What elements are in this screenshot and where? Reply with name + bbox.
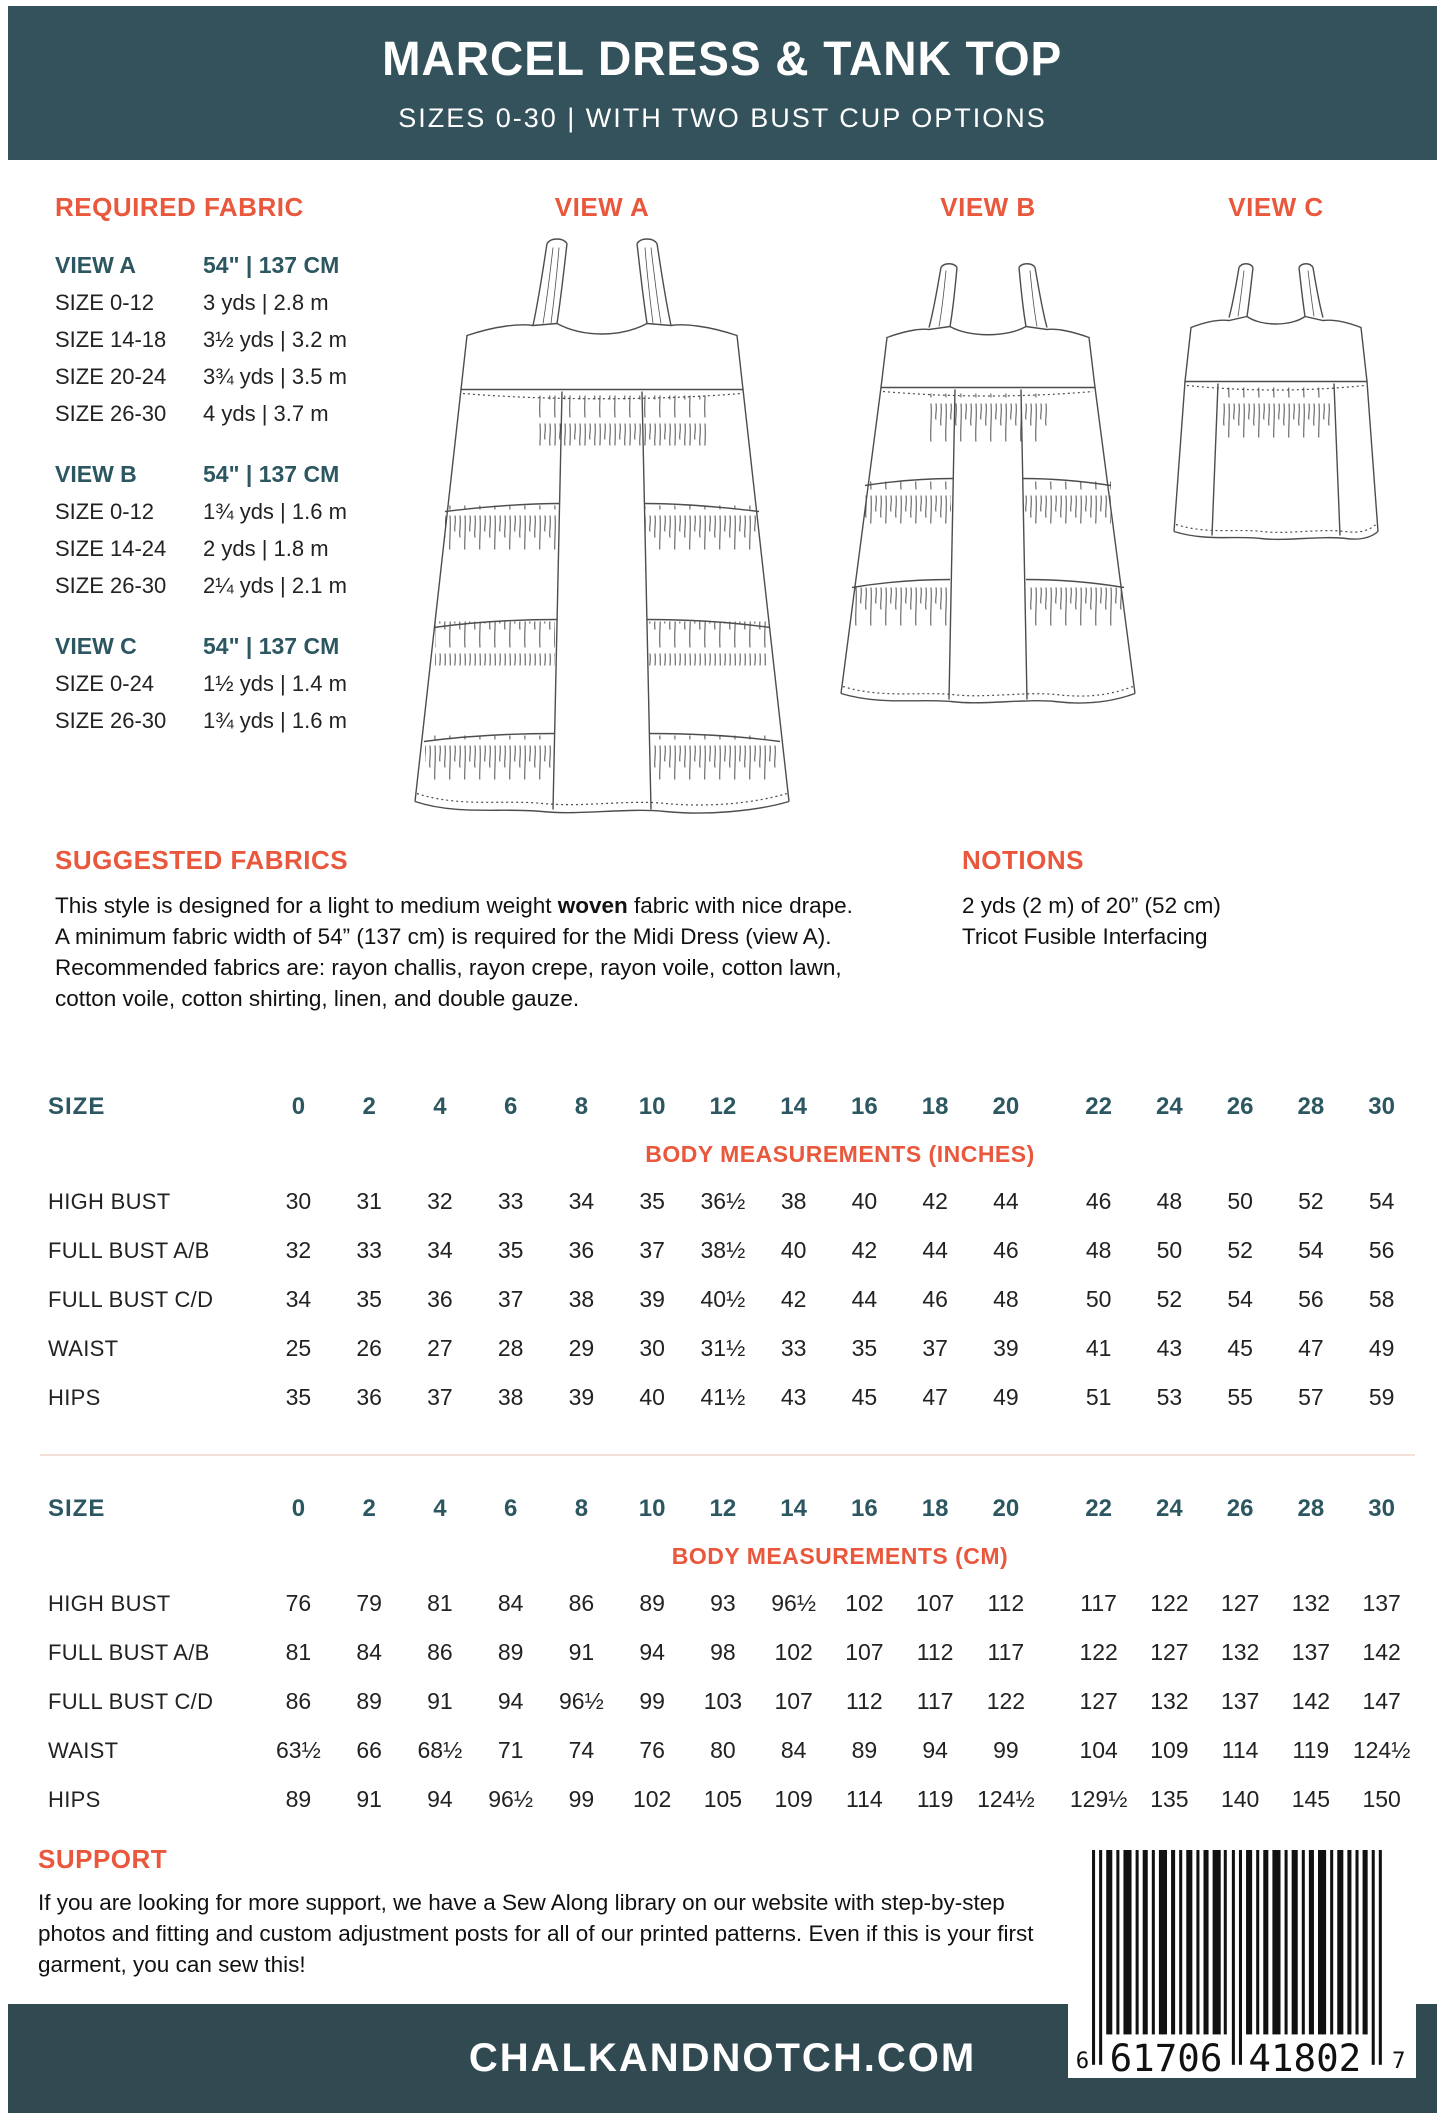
size-header-cell: 4	[433, 1495, 447, 1522]
size-header-cell: 0	[291, 1093, 306, 1120]
measurement-value: 98	[710, 1639, 736, 1665]
measurement-value: 47	[922, 1384, 948, 1410]
measurement-value: 91	[568, 1639, 595, 1665]
measurement-value: 41½	[700, 1384, 746, 1410]
measurement-value: 36	[568, 1237, 595, 1263]
measurement-value: 80	[710, 1737, 736, 1763]
measurement-value: 31½	[700, 1335, 746, 1361]
size-table-cm	[48, 1484, 1417, 1824]
fabric-yardage-value: 1¾ yds | 1.6 m	[203, 708, 347, 733]
size-table-inches	[48, 1082, 1417, 1422]
fabric-size-label: SIZE 0-12	[55, 499, 155, 524]
size-header-cell: 12	[709, 1093, 737, 1120]
measurement-value: 37	[922, 1335, 948, 1361]
measurement-value: 127	[1220, 1590, 1260, 1616]
measurement-value: 117	[1080, 1590, 1117, 1616]
measurement-value: 93	[710, 1590, 736, 1616]
suggested-fabrics-text-2: fabric with nice drape. A minimum fabric width of 54” (137 cm) is required for the Midi Dress (view A). Recommended fabrics are: rayon challis, rayon crepe, rayon voile, cotton lawn, cotton voile, cotton shirting, linen, and double gauze.	[55, 893, 853, 1011]
measurement-value: 86	[285, 1688, 312, 1714]
measurement-value: 103	[703, 1688, 743, 1714]
measurement-value: 45	[1227, 1335, 1253, 1361]
notions-line-1: 2 yds (2 m) of 20” (52 cm)	[962, 893, 1221, 918]
size-header-cell: 10	[638, 1093, 666, 1120]
measurement-value: 112	[846, 1688, 883, 1714]
measurement-value: 89	[497, 1639, 524, 1665]
measurement-value: 81	[285, 1639, 312, 1665]
measurement-value: 89	[639, 1590, 665, 1616]
measurement-value: 59	[1368, 1384, 1395, 1410]
fabric-yardage-value: 1½ yds | 1.4 m	[203, 671, 347, 696]
fabric-size-label: SIZE 0-24	[55, 671, 155, 696]
measurement-value: 142	[1291, 1688, 1331, 1714]
measurement-value: 38	[780, 1188, 807, 1214]
measurement-row-label: WAIST	[48, 1737, 119, 1763]
measurement-value: 50	[1085, 1286, 1112, 1312]
measurement-value: 99	[568, 1786, 595, 1812]
measurement-value: 42	[851, 1237, 878, 1263]
suggested-fabrics-heading: SUGGESTED FABRICS	[55, 845, 349, 875]
website-text: CHALKANDNOTCH.COM	[468, 2036, 977, 2080]
size-header-cell: 2	[362, 1495, 376, 1522]
measurement-value: 76	[285, 1590, 312, 1616]
measurement-value: 32	[427, 1188, 453, 1214]
measurement-value: 132	[1150, 1688, 1189, 1714]
measurement-value: 137	[1362, 1590, 1401, 1616]
fabric-size-label: SIZE 14-24	[55, 536, 167, 561]
measurement-value: 35	[851, 1335, 878, 1361]
size-header-cell: 4	[433, 1093, 447, 1120]
size-header-cell: 30	[1368, 1093, 1395, 1120]
notions-line-2: Tricot Fusible Interfacing	[962, 924, 1208, 949]
barcode-group-1: 61706	[1109, 2035, 1223, 2078]
measurement-value: 124½	[977, 1786, 1035, 1812]
size-header-cell: 20	[992, 1093, 1020, 1120]
measurement-value: 33	[497, 1188, 524, 1214]
measurement-value: 25	[285, 1335, 312, 1361]
measurement-value: 30	[285, 1188, 312, 1214]
measurement-value: 135	[1150, 1786, 1189, 1812]
fabric-group	[55, 628, 385, 739]
measurement-value: 53	[1156, 1384, 1183, 1410]
measurement-value: 39	[568, 1384, 595, 1410]
view-c-label: VIEW C	[1228, 192, 1324, 222]
measurement-value: 39	[639, 1286, 665, 1312]
size-header-cell: 30	[1368, 1495, 1395, 1522]
measurement-value: 91	[427, 1688, 453, 1714]
empty-cell	[48, 1546, 263, 1568]
measurement-value: 44	[993, 1188, 1019, 1214]
measurement-value: 34	[568, 1188, 595, 1214]
measurement-value: 81	[427, 1590, 453, 1616]
measurement-value: 46	[1085, 1188, 1112, 1214]
measurement-value: 89	[851, 1737, 878, 1763]
size-header-cell: 18	[921, 1495, 949, 1522]
measurement-row-label: HIPS	[48, 1384, 101, 1410]
view-a-label: VIEW A	[554, 192, 650, 222]
view-b-block	[832, 192, 1144, 713]
measurement-value: 105	[703, 1786, 743, 1812]
barcode-right-digit: 7	[1391, 2047, 1406, 2074]
notions-text	[962, 890, 1322, 952]
measurement-value: 99	[993, 1737, 1019, 1763]
page-title: MARCEL DRESS & TANK TOP	[382, 33, 1063, 86]
measurement-value: 84	[356, 1639, 382, 1665]
empty-cell	[48, 1144, 263, 1166]
page-subtitle: SIZES 0-30 | WITH TWO BUST CUP OPTIONS	[398, 103, 1047, 133]
measurement-value: 137	[1291, 1639, 1331, 1665]
measurement-value: 112	[987, 1590, 1025, 1616]
fabric-yardage-value: 3¾ yds | 3.5 m	[203, 364, 347, 389]
barcode-left-digit: 6	[1075, 2047, 1090, 2074]
measurement-value: 35	[285, 1384, 312, 1410]
measurement-value: 76	[639, 1737, 665, 1763]
measurement-value: 34	[427, 1237, 453, 1263]
measurement-value: 26	[356, 1335, 382, 1361]
barcode-group-2: 41802	[1248, 2035, 1362, 2078]
measurement-value: 117	[916, 1688, 954, 1714]
measurement-value: 109	[1150, 1737, 1189, 1763]
measurement-value: 46	[993, 1237, 1019, 1263]
fabric-size-label: SIZE 14-18	[55, 327, 167, 352]
size-header-cell: 16	[851, 1093, 878, 1120]
measurement-value: 33	[356, 1237, 382, 1263]
view-a-dress-illustration	[397, 237, 807, 827]
fabric-yardage-value: 1¾ yds | 1.6 m	[203, 499, 347, 524]
measurement-value: 127	[1150, 1639, 1189, 1665]
fabric-width-label: 54" | 137 CM	[203, 633, 340, 659]
measurement-value: 33	[780, 1335, 807, 1361]
measurement-value: 114	[846, 1786, 883, 1812]
measurement-value: 43	[1156, 1335, 1183, 1361]
measurement-value: 49	[1368, 1335, 1395, 1361]
measurement-value: 74	[568, 1737, 595, 1763]
view-b-dress-illustration	[833, 263, 1143, 713]
measurement-value: 41	[1085, 1335, 1112, 1361]
notions-section	[962, 845, 1322, 952]
fabric-group	[55, 456, 385, 604]
measurement-value: 114	[1221, 1737, 1259, 1763]
fabric-yardage-value: 2 yds | 1.8 m	[203, 536, 329, 561]
measurement-value: 107	[915, 1590, 955, 1616]
measurement-value: 40	[780, 1237, 807, 1263]
measurement-value: 35	[639, 1188, 665, 1214]
measurement-value: 54	[1368, 1188, 1395, 1214]
measurement-value: 52	[1156, 1286, 1183, 1312]
upc-barcode-graphic	[1068, 1850, 1416, 2078]
required-fabric-section	[55, 192, 385, 739]
measurement-value: 122	[986, 1688, 1026, 1714]
measurement-value: 36	[356, 1384, 382, 1410]
measurement-value: 36	[427, 1286, 453, 1312]
measurement-value: 32	[285, 1237, 312, 1263]
measurement-row-label: HIGH BUST	[48, 1590, 171, 1616]
measurement-value: 102	[774, 1639, 813, 1665]
size-header-cell: 14	[780, 1093, 807, 1120]
fabric-yardage-value: 3½ yds | 3.2 m	[203, 327, 347, 352]
suggested-fabrics-text	[55, 890, 865, 1014]
measurement-value: 142	[1362, 1639, 1401, 1665]
view-c-block	[1158, 192, 1394, 558]
measurement-value: 42	[780, 1286, 807, 1312]
measurement-value: 45	[851, 1384, 878, 1410]
measurement-value: 127	[1079, 1688, 1118, 1714]
size-header-cell: 22	[1085, 1495, 1112, 1522]
measurement-value: 132	[1291, 1590, 1331, 1616]
size-header-cell: 26	[1226, 1495, 1254, 1522]
measurement-value: 38½	[700, 1237, 746, 1263]
measurement-value: 94	[427, 1786, 453, 1812]
measurement-value: 29	[568, 1335, 595, 1361]
measurement-value: 34	[285, 1286, 312, 1312]
measurement-value: 51	[1085, 1384, 1112, 1410]
fabric-size-label: SIZE 26-30	[55, 708, 167, 733]
fabric-view-label: VIEW A	[55, 252, 136, 278]
measurement-value: 89	[285, 1786, 312, 1812]
measurement-value: 109	[774, 1786, 813, 1812]
size-header-cell: 28	[1297, 1495, 1325, 1522]
measurement-value: 37	[639, 1237, 665, 1263]
measurement-value: 107	[845, 1639, 884, 1665]
measurement-value: 54	[1227, 1286, 1253, 1312]
measurement-value: 94	[639, 1639, 665, 1665]
measurement-value: 31	[356, 1188, 382, 1214]
measurement-value: 50	[1227, 1188, 1253, 1214]
measurement-value: 86	[427, 1639, 453, 1665]
measurement-value: 107	[774, 1688, 813, 1714]
measurement-value: 63½	[275, 1737, 321, 1763]
measurement-value: 94	[922, 1737, 948, 1763]
size-column-label: SIZE	[48, 1093, 106, 1120]
measurement-value: 124½	[1352, 1737, 1411, 1763]
support-section	[38, 1844, 1048, 1980]
measurement-value: 43	[780, 1384, 807, 1410]
measurement-value: 104	[1079, 1737, 1118, 1763]
measurement-row-label: HIPS	[48, 1786, 101, 1812]
measurement-value: 55	[1227, 1384, 1253, 1410]
fabric-group	[55, 247, 385, 432]
fabric-view-label: VIEW B	[55, 461, 137, 487]
size-header-cell: 26	[1226, 1093, 1254, 1120]
size-header-cell: 22	[1085, 1093, 1112, 1120]
measurement-value: 132	[1220, 1639, 1260, 1665]
measurement-value: 42	[922, 1188, 948, 1214]
fabric-size-label: SIZE 20-24	[55, 364, 167, 389]
measurement-value: 84	[780, 1737, 807, 1763]
required-fabric-heading: REQUIRED FABRIC	[55, 192, 304, 222]
measurement-value: 140	[1220, 1786, 1260, 1812]
measurement-value: 94	[497, 1688, 524, 1714]
measurement-value: 71	[497, 1737, 524, 1763]
measurement-value: 66	[356, 1737, 382, 1763]
measurement-value: 145	[1291, 1786, 1331, 1812]
measurement-value: 99	[639, 1688, 665, 1714]
measurement-value: 54	[1298, 1237, 1324, 1263]
measurement-row-label: FULL BUST C/D	[48, 1286, 214, 1312]
size-header-cell: 6	[503, 1495, 518, 1522]
measurement-value: 48	[993, 1286, 1019, 1312]
measurement-value: 40½	[700, 1286, 746, 1312]
view-c-tank-illustration	[1161, 263, 1391, 558]
header-banner	[8, 6, 1437, 160]
suggested-fabrics-bold-word: woven	[557, 893, 628, 918]
measurement-value: 52	[1298, 1188, 1324, 1214]
size-header-cell: 10	[638, 1495, 666, 1522]
measurement-value: 102	[845, 1590, 884, 1616]
measurement-value: 129½	[1069, 1786, 1128, 1812]
measurement-value: 40	[639, 1384, 665, 1410]
size-header-cell: 2	[362, 1093, 376, 1120]
measurement-section-label: BODY MEASUREMENTS (INCHES)	[645, 1141, 1035, 1167]
measurement-row-label: FULL BUST C/D	[48, 1688, 214, 1714]
measurement-value: 119	[916, 1786, 954, 1812]
size-header-cell: 24	[1156, 1093, 1183, 1120]
size-header-cell: 28	[1297, 1093, 1325, 1120]
measurement-value: 68½	[417, 1737, 463, 1763]
measurement-row-label: WAIST	[48, 1335, 119, 1361]
measurement-value: 147	[1362, 1688, 1401, 1714]
measurement-value: 56	[1368, 1237, 1395, 1263]
size-header-cell: 20	[992, 1495, 1020, 1522]
measurement-value: 122	[1150, 1590, 1189, 1616]
suggested-fabrics-section	[55, 845, 865, 1014]
measurement-value: 89	[356, 1688, 382, 1714]
size-header-cell: 16	[851, 1495, 878, 1522]
fabric-view-label: VIEW C	[55, 633, 137, 659]
fabric-groups	[55, 247, 385, 739]
measurement-value: 137	[1220, 1688, 1260, 1714]
measurement-value: 102	[632, 1786, 672, 1812]
support-heading: SUPPORT	[38, 1844, 168, 1874]
notions-heading: NOTIONS	[962, 845, 1084, 875]
fabric-size-label: SIZE 26-30	[55, 573, 167, 598]
fabric-size-label: SIZE 26-30	[55, 401, 167, 426]
measurement-value: 96½	[558, 1688, 604, 1714]
measurement-value: 58	[1368, 1286, 1395, 1312]
measurement-value: 30	[639, 1335, 665, 1361]
measurement-value: 50	[1156, 1237, 1183, 1263]
size-header-cell: 14	[780, 1495, 807, 1522]
fabric-yardage-value: 4 yds | 3.7 m	[203, 401, 329, 426]
size-header-cell: 12	[709, 1495, 737, 1522]
measurement-value: 35	[356, 1286, 382, 1312]
measurement-value: 84	[497, 1590, 524, 1616]
measurement-value: 28	[497, 1335, 524, 1361]
view-a-block	[392, 192, 812, 827]
measurement-value: 56	[1298, 1286, 1324, 1312]
measurement-value: 46	[922, 1286, 948, 1312]
measurement-value: 79	[356, 1590, 382, 1616]
measurement-value: 37	[497, 1286, 524, 1312]
barcode	[1068, 1850, 1416, 2078]
measurement-value: 96½	[488, 1786, 533, 1812]
measurement-value: 122	[1079, 1639, 1118, 1665]
fabric-size-label: SIZE 0-12	[55, 290, 155, 315]
measurement-value: 57	[1298, 1384, 1324, 1410]
size-header-cell: 6	[503, 1093, 518, 1120]
measurement-value: 37	[427, 1384, 453, 1410]
measurement-value: 35	[497, 1237, 524, 1263]
support-text: If you are looking for more support, we have a Sew Along library on our website with step-by-step photos and fitting and custom adjustment posts for all of our printed patterns. Even if this is your first garment, you can sew this!	[38, 1890, 1034, 1977]
measurement-value: 117	[987, 1639, 1025, 1665]
size-header-cell: 8	[574, 1093, 589, 1120]
measurement-value: 27	[427, 1335, 453, 1361]
size-column-label: SIZE	[48, 1495, 106, 1522]
measurement-value: 38	[497, 1384, 524, 1410]
size-header-cell: 24	[1156, 1495, 1183, 1522]
measurement-value: 91	[356, 1786, 382, 1812]
measurement-value: 39	[993, 1335, 1019, 1361]
suggested-fabrics-text-1: This style is designed for a light to medium weight	[55, 893, 558, 918]
measurement-value: 52	[1227, 1237, 1253, 1263]
size-header-cell: 18	[921, 1093, 949, 1120]
fabric-width-label: 54" | 137 CM	[203, 252, 340, 278]
measurement-value: 44	[851, 1286, 878, 1312]
measurement-value: 47	[1298, 1335, 1324, 1361]
measurement-row-label: FULL BUST A/B	[48, 1639, 210, 1665]
fabric-yardage-value: 3 yds | 2.8 m	[203, 290, 329, 315]
size-header-cell: 8	[574, 1495, 589, 1522]
fabric-yardage-value: 2¼ yds | 2.1 m	[203, 573, 347, 598]
measurement-value: 48	[1156, 1188, 1183, 1214]
measurement-value: 44	[922, 1237, 948, 1263]
measurement-value: 49	[993, 1384, 1019, 1410]
measurement-row-label: FULL BUST A/B	[48, 1237, 210, 1263]
table-divider	[40, 1454, 1415, 1456]
measurement-value: 38	[568, 1286, 595, 1312]
fabric-width-label: 54" | 137 CM	[203, 461, 340, 487]
measurement-value: 36½	[700, 1188, 746, 1214]
measurement-value: 86	[568, 1590, 595, 1616]
measurement-value: 48	[1085, 1237, 1112, 1263]
measurement-row-label: HIGH BUST	[48, 1188, 171, 1214]
measurement-value: 40	[851, 1188, 878, 1214]
measurement-section-label: BODY MEASUREMENTS (CM)	[671, 1543, 1009, 1569]
measurement-value: 150	[1362, 1786, 1401, 1812]
measurement-value: 112	[916, 1639, 954, 1665]
size-header-cell: 0	[291, 1495, 306, 1522]
view-b-label: VIEW B	[940, 192, 1036, 222]
measurement-value: 119	[1292, 1737, 1330, 1763]
measurement-value: 96½	[771, 1590, 816, 1616]
